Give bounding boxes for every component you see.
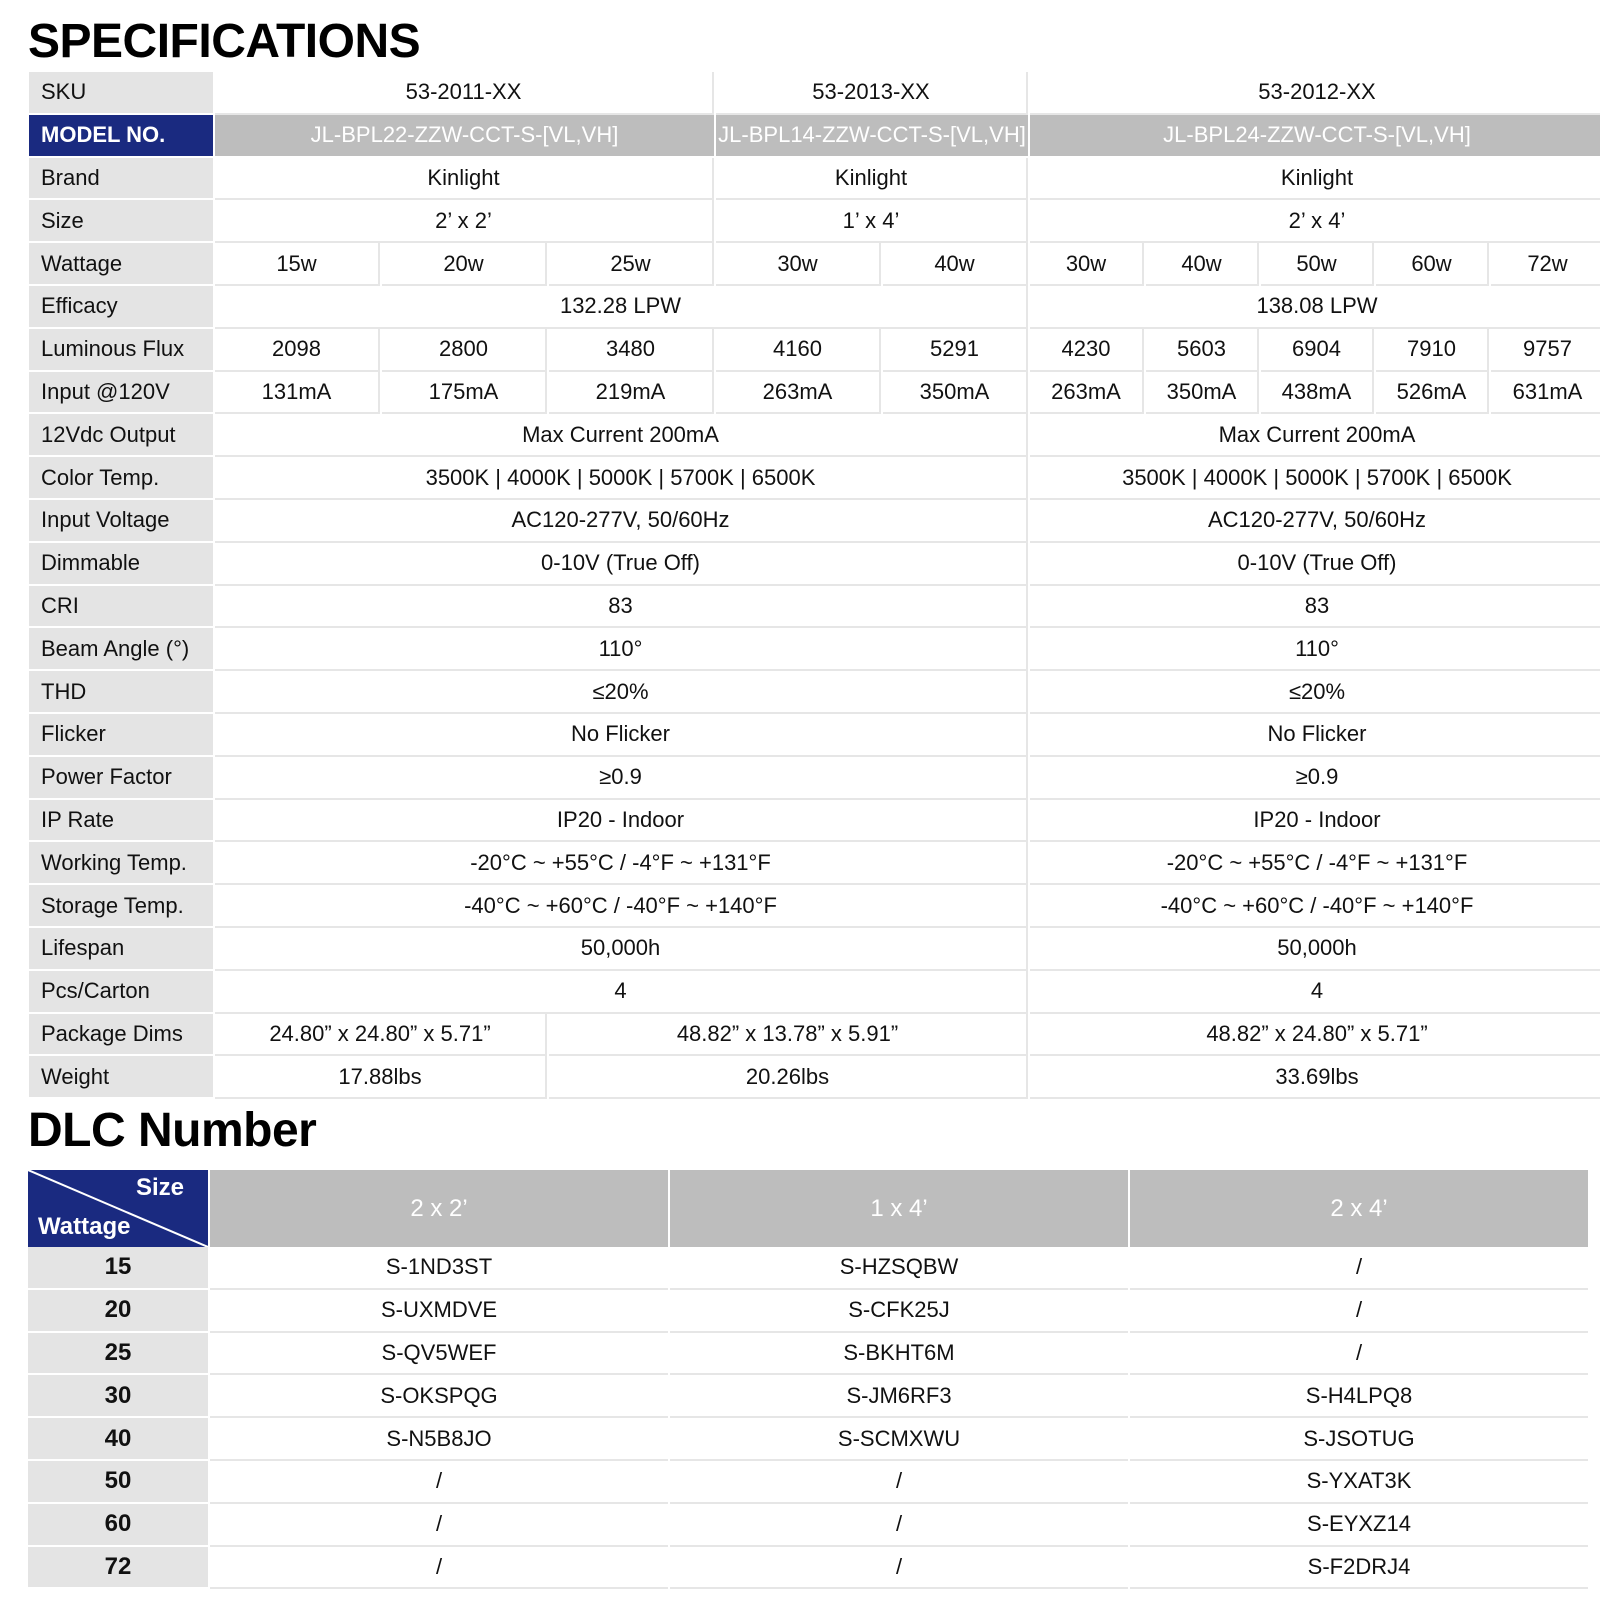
row-label-color-temp: Color Temp. bbox=[29, 457, 213, 500]
specifications-table bbox=[29, 72, 1586, 1099]
row-label-dimmable: Dimmable bbox=[29, 543, 213, 586]
wattage-cell: 40w bbox=[1146, 243, 1259, 286]
flux-cell: 4160 bbox=[716, 329, 881, 372]
working-temp-right: -20°C ~ +55°C / -4°F ~ +131°F bbox=[1030, 842, 1600, 885]
input-cell: 350mA bbox=[1146, 372, 1259, 415]
dlc-wattage-label: 50 bbox=[28, 1461, 208, 1504]
flux-cell: 7910 bbox=[1376, 329, 1489, 372]
input-cell: 526mA bbox=[1376, 372, 1489, 415]
package-dims-1x4: 48.82” x 13.78” x 5.91” bbox=[549, 1014, 1028, 1057]
package-dims-2x2: 24.80” x 24.80” x 5.71” bbox=[215, 1014, 547, 1057]
flux-cell: 3480 bbox=[549, 329, 714, 372]
input-voltage-right: AC120-277V, 50/60Hz bbox=[1030, 500, 1600, 543]
row-label-weight: Weight bbox=[29, 1056, 213, 1099]
wattage-cell: 30w bbox=[716, 243, 881, 286]
dlc-cell: S-OKSPQG bbox=[210, 1375, 668, 1418]
dlc-cell: S-UXMDVE bbox=[210, 1290, 668, 1333]
corner-wattage-label: Wattage bbox=[38, 1213, 131, 1240]
dlc-cell: / bbox=[670, 1547, 1128, 1590]
dlc-header-1x4: 1 x 4’ bbox=[670, 1170, 1128, 1247]
weight-2x4: 33.69lbs bbox=[1030, 1056, 1600, 1099]
input-cell: 219mA bbox=[549, 372, 714, 415]
flicker-right: No Flicker bbox=[1030, 714, 1600, 757]
dlc-cell: S-QV5WEF bbox=[210, 1333, 668, 1376]
row-label-input-voltage: Input Voltage bbox=[29, 500, 213, 543]
weight-2x2: 17.88lbs bbox=[215, 1056, 547, 1099]
dlc-cell: S-N5B8JO bbox=[210, 1418, 668, 1461]
row-label-pcs-carton: Pcs/Carton bbox=[29, 971, 213, 1014]
dlc-cell: S-JSOTUG bbox=[1130, 1418, 1588, 1461]
flux-cell: 2800 bbox=[382, 329, 547, 372]
dlc-cell: / bbox=[670, 1504, 1128, 1547]
dlc-cell: / bbox=[210, 1461, 668, 1504]
dlc-cell: S-JM6RF3 bbox=[670, 1375, 1128, 1418]
row-label-efficacy: Efficacy bbox=[29, 286, 213, 329]
row-label-sku: SKU bbox=[29, 72, 213, 115]
dlc-header-2x2: 2 x 2’ bbox=[210, 1170, 668, 1247]
dimmable-left: 0-10V (True Off) bbox=[215, 543, 1028, 586]
input-cell: 350mA bbox=[883, 372, 1028, 415]
model-2x4: JL-BPL24-ZZW-CCT-S-[VL,VH] bbox=[1030, 115, 1600, 158]
size-2x2: 2’ x 2’ bbox=[215, 200, 714, 243]
sku-2x2: 53-2011-XX bbox=[215, 72, 714, 115]
size-2x4: 2’ x 4’ bbox=[1030, 200, 1600, 243]
flux-cell: 4230 bbox=[1030, 329, 1144, 372]
input-voltage-left: AC120-277V, 50/60Hz bbox=[215, 500, 1028, 543]
lifespan-left: 50,000h bbox=[215, 928, 1028, 971]
row-label-size: Size bbox=[29, 200, 213, 243]
dlc-cell: S-H4LPQ8 bbox=[1130, 1375, 1588, 1418]
wattage-cell: 30w bbox=[1030, 243, 1144, 286]
storage-temp-right: -40°C ~ +60°C / -40°F ~ +140°F bbox=[1030, 885, 1600, 928]
working-temp-left: -20°C ~ +55°C / -4°F ~ +131°F bbox=[215, 842, 1028, 885]
row-label-storage-temp: Storage Temp. bbox=[29, 885, 213, 928]
wattage-cell: 60w bbox=[1376, 243, 1489, 286]
row-label-cri: CRI bbox=[29, 586, 213, 629]
power-factor-right: ≥0.9 bbox=[1030, 757, 1600, 800]
ip-rate-left: IP20 - Indoor bbox=[215, 800, 1028, 843]
dlc-cell: S-EYXZ14 bbox=[1130, 1504, 1588, 1547]
brand-2x4: Kinlight bbox=[1030, 158, 1600, 201]
wattage-cell: 50w bbox=[1261, 243, 1374, 286]
color-temp-left: 3500K | 4000K | 5000K | 5700K | 6500K bbox=[215, 457, 1028, 500]
wattage-cell: 20w bbox=[382, 243, 547, 286]
dlc-wattage-label: 40 bbox=[28, 1418, 208, 1461]
cri-right: 83 bbox=[1030, 586, 1600, 629]
row-label-input-120v: Input @120V bbox=[29, 372, 213, 415]
dlc-cell: S-YXAT3K bbox=[1130, 1461, 1588, 1504]
dlc-cell: / bbox=[1130, 1290, 1588, 1333]
dlc-wattage-label: 15 bbox=[28, 1247, 208, 1290]
dlc-cell: / bbox=[670, 1461, 1128, 1504]
brand-2x2: Kinlight bbox=[215, 158, 714, 201]
corner-size-label: Size bbox=[135, 1174, 184, 1201]
output-right: Max Current 200mA bbox=[1030, 414, 1600, 457]
flux-cell: 5291 bbox=[883, 329, 1028, 372]
specifications-title: SPECIFICATIONS bbox=[28, 15, 421, 68]
row-label-model-no: MODEL NO. bbox=[29, 115, 213, 158]
row-label-power-factor: Power Factor bbox=[29, 757, 213, 800]
row-label-ip-rate: IP Rate bbox=[29, 800, 213, 843]
thd-left: ≤20% bbox=[215, 671, 1028, 714]
flicker-left: No Flicker bbox=[215, 714, 1028, 757]
weight-1x4: 20.26lbs bbox=[549, 1056, 1028, 1099]
row-label-lifespan: Lifespan bbox=[29, 928, 213, 971]
wattage-cell: 15w bbox=[215, 243, 380, 286]
brand-1x4: Kinlight bbox=[716, 158, 1028, 201]
pcs-carton-left: 4 bbox=[215, 971, 1028, 1014]
flux-cell: 6904 bbox=[1261, 329, 1374, 372]
dlc-wattage-label: 25 bbox=[28, 1333, 208, 1376]
row-label-package-dims: Package Dims bbox=[29, 1014, 213, 1057]
dlc-cell: / bbox=[1130, 1247, 1588, 1290]
wattage-cell: 72w bbox=[1491, 243, 1600, 286]
output-left: Max Current 200mA bbox=[215, 414, 1028, 457]
dlc-wattage-label: 72 bbox=[28, 1547, 208, 1590]
row-label-thd: THD bbox=[29, 671, 213, 714]
model-2x2: JL-BPL22-ZZW-CCT-S-[VL,VH] bbox=[215, 115, 714, 158]
flux-cell: 5603 bbox=[1146, 329, 1259, 372]
dlc-cell: / bbox=[1130, 1333, 1588, 1376]
storage-temp-left: -40°C ~ +60°C / -40°F ~ +140°F bbox=[215, 885, 1028, 928]
dlc-cell: S-HZSQBW bbox=[670, 1247, 1128, 1290]
beam-angle-left: 110° bbox=[215, 628, 1028, 671]
dlc-wattage-label: 60 bbox=[28, 1504, 208, 1547]
lifespan-right: 50,000h bbox=[1030, 928, 1600, 971]
flux-cell: 2098 bbox=[215, 329, 380, 372]
input-cell: 631mA bbox=[1491, 372, 1600, 415]
row-label-flicker: Flicker bbox=[29, 714, 213, 757]
flux-cell: 9757 bbox=[1491, 329, 1600, 372]
row-label-wattage: Wattage bbox=[29, 243, 213, 286]
size-1x4: 1’ x 4’ bbox=[716, 200, 1028, 243]
dlc-number-table bbox=[28, 1170, 1586, 1589]
efficacy-right: 138.08 LPW bbox=[1030, 286, 1600, 329]
input-cell: 438mA bbox=[1261, 372, 1374, 415]
input-cell: 263mA bbox=[1030, 372, 1144, 415]
sku-1x4: 53-2013-XX bbox=[716, 72, 1028, 115]
dlc-cell: / bbox=[210, 1547, 668, 1590]
dlc-header-2x4: 2 x 4’ bbox=[1130, 1170, 1588, 1247]
power-factor-left: ≥0.9 bbox=[215, 757, 1028, 800]
dlc-number-title: DLC Number bbox=[28, 1104, 317, 1157]
wattage-cell: 25w bbox=[549, 243, 714, 286]
dlc-cell: S-BKHT6M bbox=[670, 1333, 1128, 1376]
dlc-cell: S-CFK25J bbox=[670, 1290, 1128, 1333]
input-cell: 131mA bbox=[215, 372, 380, 415]
sku-2x4: 53-2012-XX bbox=[1030, 72, 1600, 115]
thd-right: ≤20% bbox=[1030, 671, 1600, 714]
color-temp-right: 3500K | 4000K | 5000K | 5700K | 6500K bbox=[1030, 457, 1600, 500]
dimmable-right: 0-10V (True Off) bbox=[1030, 543, 1600, 586]
row-label-beam-angle: Beam Angle (°) bbox=[29, 628, 213, 671]
package-dims-2x4: 48.82” x 24.80” x 5.71” bbox=[1030, 1014, 1600, 1057]
model-1x4: JL-BPL14-ZZW-CCT-S-[VL,VH] bbox=[716, 115, 1028, 158]
wattage-cell: 40w bbox=[883, 243, 1028, 286]
dlc-wattage-label: 30 bbox=[28, 1375, 208, 1418]
dlc-cell: S-SCMXWU bbox=[670, 1418, 1128, 1461]
dlc-corner-header bbox=[28, 1170, 208, 1247]
beam-angle-right: 110° bbox=[1030, 628, 1600, 671]
row-label-luminous-flux: Luminous Flux bbox=[29, 329, 213, 372]
input-cell: 175mA bbox=[382, 372, 547, 415]
row-label-brand: Brand bbox=[29, 158, 213, 201]
dlc-wattage-label: 20 bbox=[28, 1290, 208, 1333]
dlc-cell: / bbox=[210, 1504, 668, 1547]
efficacy-left: 132.28 LPW bbox=[215, 286, 1028, 329]
cri-left: 83 bbox=[215, 586, 1028, 629]
dlc-cell: S-1ND3ST bbox=[210, 1247, 668, 1290]
dlc-cell: S-F2DRJ4 bbox=[1130, 1547, 1588, 1590]
row-label-working-temp: Working Temp. bbox=[29, 842, 213, 885]
ip-rate-right: IP20 - Indoor bbox=[1030, 800, 1600, 843]
row-label-12vdc-output: 12Vdc Output bbox=[29, 414, 213, 457]
pcs-carton-right: 4 bbox=[1030, 971, 1600, 1014]
input-cell: 263mA bbox=[716, 372, 881, 415]
